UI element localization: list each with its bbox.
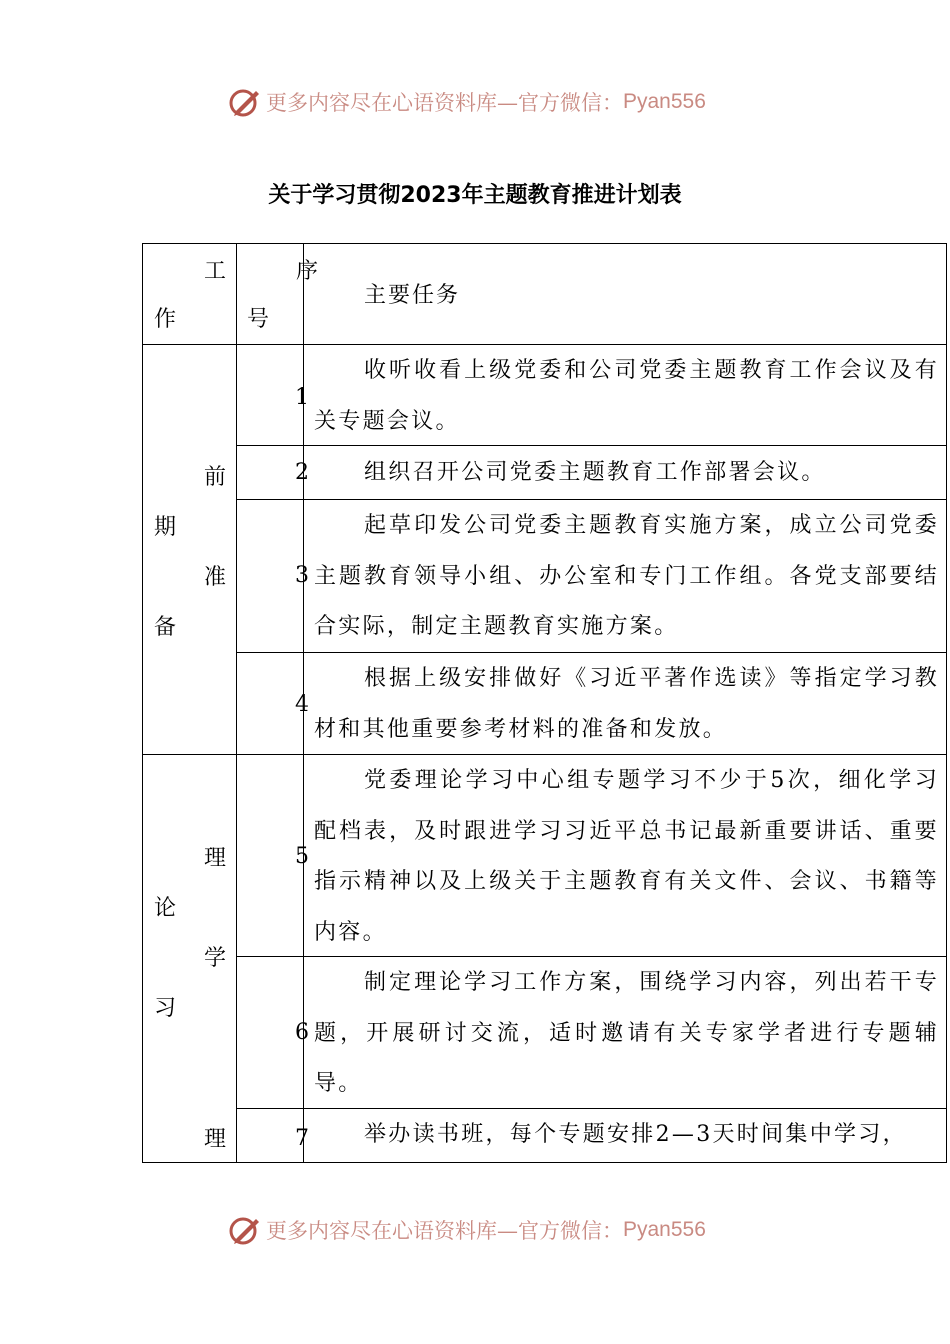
row-number: 1 [295,385,309,410]
plan-table [142,243,947,1163]
group1-char: 前 [204,465,227,490]
row-number: 6 [295,1020,309,1045]
banner-text: 更多内容尽在心语资料库—官方微信： [266,91,623,115]
group2-char: 学 [204,946,227,971]
pen-logo-icon [228,85,262,119]
row-number: 7 [295,1126,309,1151]
group1-char: 准 [204,565,227,590]
row-task: 举办读书班，每个专题安排2—3天时间集中学习， [364,1122,907,1147]
document-title: 关于学习贯彻2023年主题教育推进计划表 [268,183,682,208]
group1-char: 备 [154,615,177,640]
row-number: 3 [295,563,309,588]
row-task: 制定理论学习工作方案，围绕学习内容，列出若干专题，开展研讨交流，适时邀请有关专家学者进行专题辅导。 [314,970,939,1096]
banner-wechat-id: Pyan556 [623,1218,706,1241]
footer-banner [228,1212,706,1248]
header-col1-bottom: 作 [154,307,177,332]
header-col2-top: 序 [296,259,319,284]
header-col3: 主要任务 [364,283,461,308]
group2-char: 论 [154,896,177,921]
row-number: 4 [295,692,309,717]
row-number: 2 [295,460,309,485]
header-col1-top: 工 [204,259,227,284]
row-task: 根据上级安排做好《习近平著作选读》等指定学习教材和其他重要参考材料的准备和发放。 [314,666,939,742]
pen-logo-icon [228,1213,262,1247]
group3-char: 理 [204,1127,227,1152]
row-number: 5 [295,844,309,869]
group2-char: 习 [154,996,177,1021]
row-task: 起草印发公司党委主题教育实施方案，成立公司党委主题教育领导小组、办公室和专门工作组。各党支部要结合实际，制定主题教育实施方案。 [314,513,939,639]
header-banner [228,84,706,120]
row-task: 党委理论学习中心组专题学习不少于5次，细化学习配档表，及时跟进学习习近平总书记最新重要讲话、重要指示精神以及上级关于主题教育有关文件、会议、书籍等内容。 [314,768,939,945]
banner-wechat-id: Pyan556 [623,90,706,113]
header-col2-bottom: 号 [247,307,270,332]
row-task: 收听收看上级党委和公司党委主题教育工作会议及有关专题会议。 [314,358,939,434]
group1-char: 期 [154,515,177,540]
row-task: 组织召开公司党委主题教育工作部署会议。 [364,460,826,485]
banner-text: 更多内容尽在心语资料库—官方微信： [266,1219,623,1243]
group2-char: 理 [204,846,227,871]
